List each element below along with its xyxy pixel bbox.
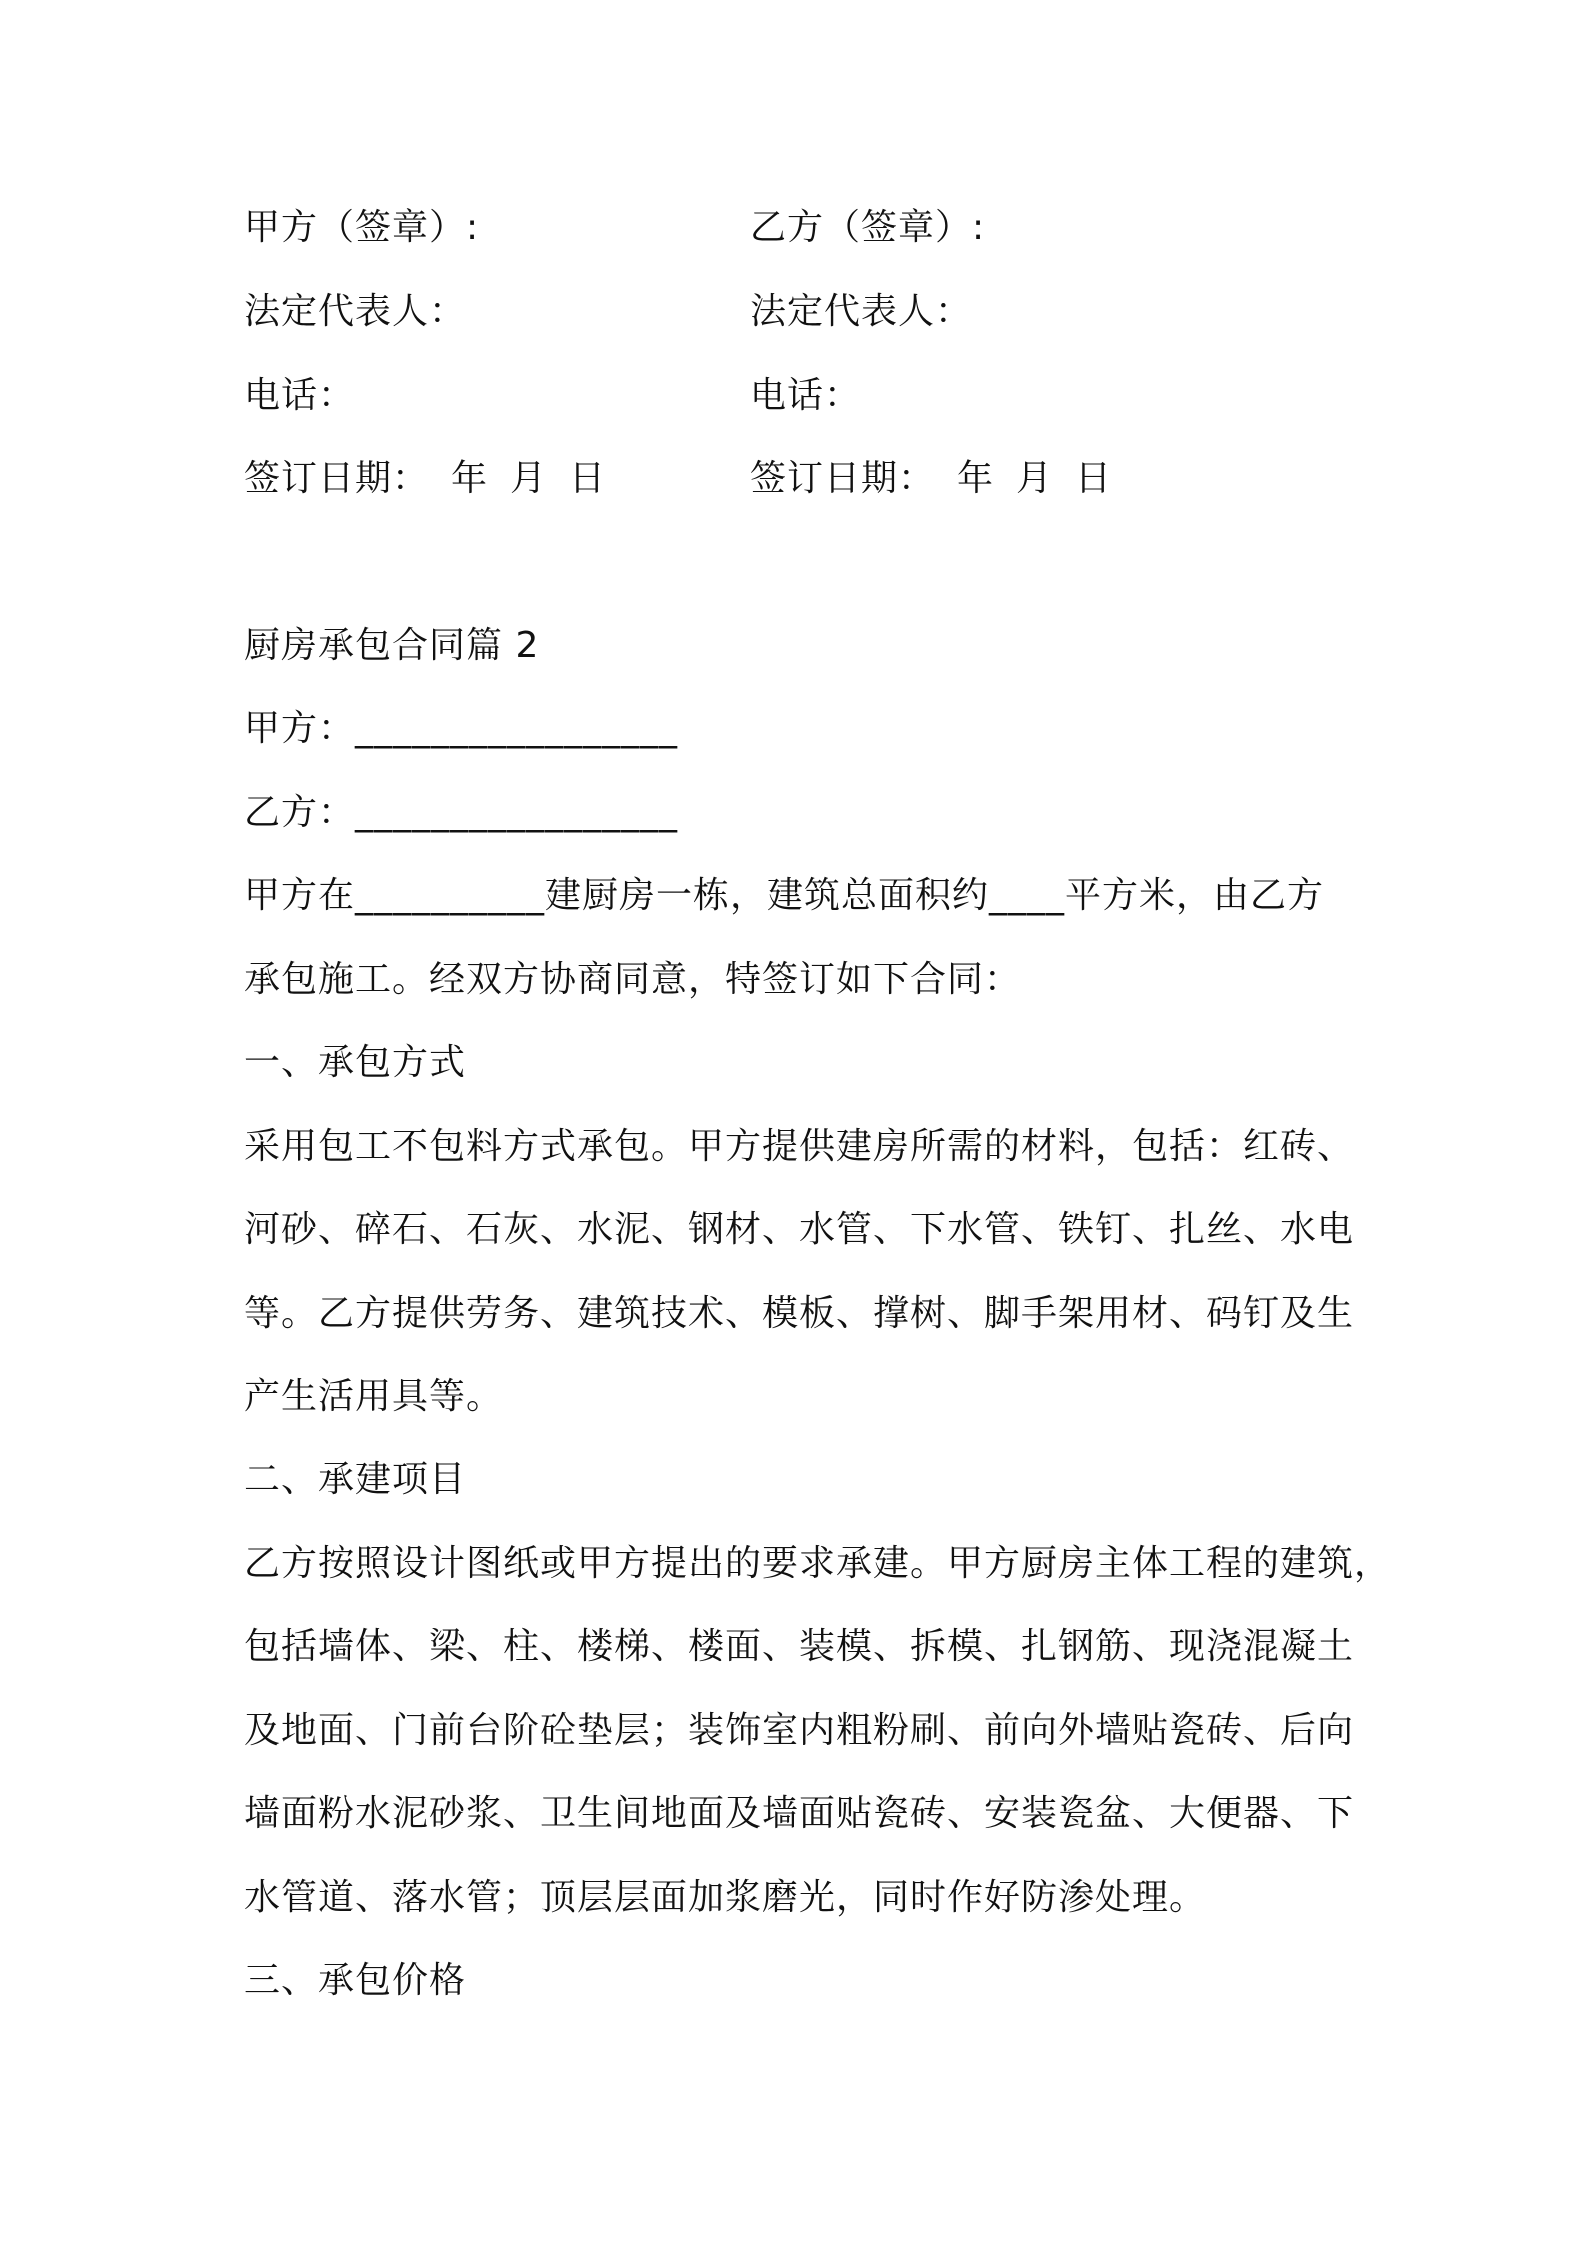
paragraph-line: 包括墙体、梁、柱、楼梯、楼面、装模、拆模、扎钢筋、现浇混凝土 (244, 1626, 1355, 1667)
day-label: 日 (1075, 458, 1113, 499)
party-a-sign-date (244, 457, 628, 501)
paragraph-line: 水管道、落水管；顶层层面加浆磨光，同时作好防渗处理。 (244, 1877, 1207, 1918)
year-label: 年 (451, 458, 489, 499)
intro-line: 甲方在__________建厨房一栋，建筑总面积约____平方米，由乙方 (244, 875, 1325, 916)
party-b-sign-date (750, 457, 1134, 501)
section-heading: 二、承建项目 (244, 1459, 467, 1500)
party-b-signature-label: 乙方（签章）: (750, 207, 986, 248)
party-a-field: 甲方：_________________ (244, 708, 679, 749)
paragraph-line: 等。乙方提供劳务、建筑技术、模板、撑树、脚手架用材、码钉及生 (244, 1293, 1355, 1334)
sign-date-label: 签订日期： (244, 458, 430, 499)
month-label: 月 (1016, 458, 1054, 499)
month-label: 月 (510, 458, 548, 499)
section-heading: 一、承包方式 (244, 1042, 467, 1083)
paragraph-line: 墙面粉水泥砂浆、卫生间地面及墙面贴瓷砖、安装瓷盆、大便器、下 (244, 1793, 1355, 1834)
paragraph-line: 采用包工不包料方式承包。甲方提供建房所需的材料，包括：红砖、 (244, 1126, 1355, 1167)
party-b-field: 乙方：_________________ (244, 792, 679, 833)
day-label: 日 (569, 458, 607, 499)
year-label: 年 (957, 458, 995, 499)
contract-title: 厨房承包合同篇 2 (244, 625, 540, 666)
sign-date-label: 签订日期： (750, 458, 936, 499)
party-a-phone-label: 电话： (244, 375, 356, 416)
paragraph-line: 乙方按照设计图纸或甲方提出的要求承建。甲方厨房主体工程的建筑， (244, 1543, 1392, 1584)
party-a-representative-label: 法定代表人： (244, 291, 467, 332)
party-b-phone-label: 电话： (750, 375, 862, 416)
intro-line: 承包施工。经双方协商同意，特签订如下合同： (244, 959, 1022, 1000)
party-a-signature-label: 甲方（签章）: (244, 207, 480, 248)
party-b-representative-label: 法定代表人： (750, 291, 973, 332)
paragraph-line: 产生活用具等。 (244, 1376, 504, 1417)
paragraph-line: 及地面、门前台阶砼垫层；装饰室内粗粉刷、前向外墙贴瓷砖、后向 (244, 1710, 1355, 1751)
section-heading: 三、承包价格 (244, 1960, 467, 2001)
paragraph-line: 河砂、碎石、石灰、水泥、钢材、水管、下水管、铁钉、扎丝、水电 (244, 1209, 1355, 1250)
